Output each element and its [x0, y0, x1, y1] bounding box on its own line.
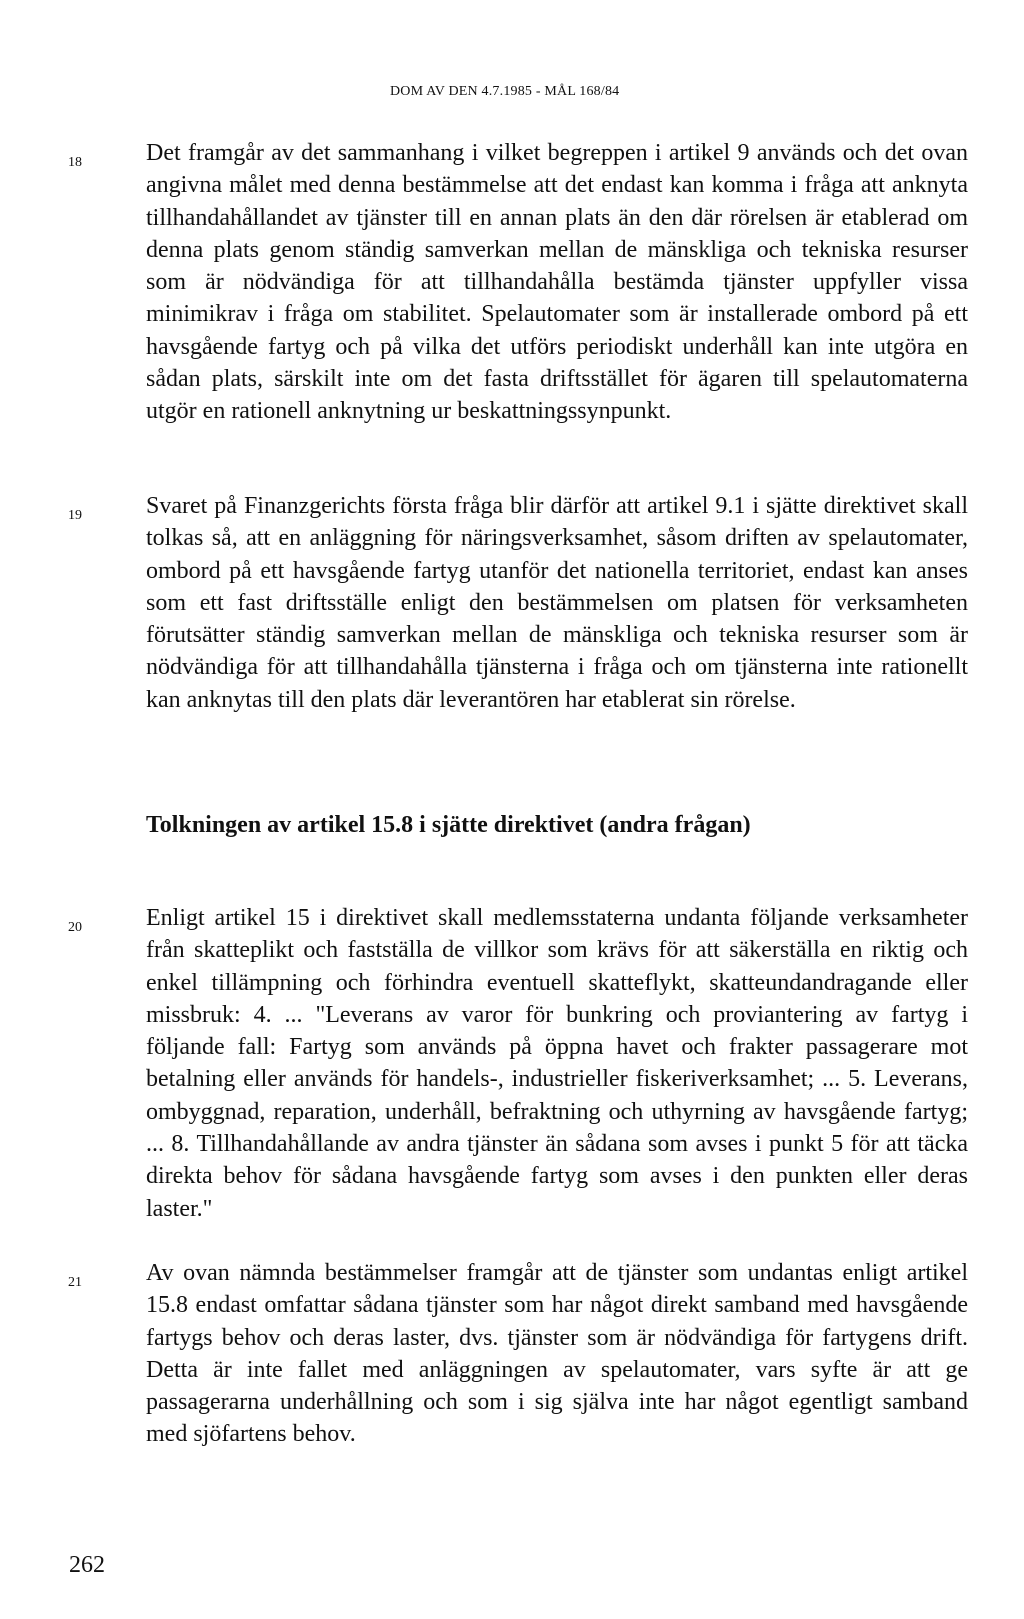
paragraph-text: Av ovan nämnda bestämmelser framgår att de tjänster som undantas enligt artikel 15.8 endast omfattar sådana tjänster som har något direkt samband med havsgående fartygs behov och deras laster, dvs. tjänster som är nödvändiga för fartygens drift. Detta är inte fallet med anläggningen av spelautomater, vars syfte är att ge passagerarna underhållning och som i sig själva inte har något egentligt samband med sjöfartens behov.: [146, 1260, 968, 1448]
paragraph-text: Det framgår av det sammanhang i vilket begreppen i artikel 9 används och det ovan angivna målet med denna bestämmelse att det endast kan komma i fråga att anknyta tillhandahållandet av tjänster till en annan plats än den där rörelsen är etablerad om denna plats genom ständig samverkan mellan de mänskliga och tekniska resurser som är nödvändiga för att tillhandahålla bestämda tjänster uppfyller vissa minimikrav i fråga om stabilitet. Spelautomater som är installerade ombord på ett havsgående fartyg och på vilka det utförs periodiskt underhåll kan inte utgöra en sådan plats, särskilt inte om det fasta driftsstället för ägaren till spelautomaterna utgör en rationell anknytning ur beskattningssynpunkt.: [146, 140, 968, 425]
paragraph-number: 19: [68, 508, 82, 523]
paragraph-text: Enligt artikel 15 i direktivet skall medlemsstaterna undanta följande verksamheter från skatteplikt och fastställa de villkor som krävs för att säkerställa en riktig och enkel tillämpning och förhindra eventuell skatteflykt, skatteundandragande eller missbruk: 4. ... "Leverans av varor för bunkring och proviantering av fartyg i följande fall: Fartyg som används på öppna havet och frakter passagerare mot betalning eller används för handels-, industrieller fiskeriverksamhet; ... 5. Leverans, ombyggnad, reparation, underhåll, befraktning och uthyrning av havsgående fartyg; ... 8. Tillhandahållande av andra tjänster än sådana som avses i punkt 5 för att täcka direkta behov för sådana havsgående fartyg som avses i den punkten eller deras laster.": [146, 905, 968, 1222]
page-header: DOM AV DEN 4.7.1985 - MÅL 168/84: [390, 84, 620, 99]
page-number: 262: [69, 1552, 105, 1578]
paragraph-text: Svaret på Finanzgerichts första fråga blir därför att artikel 9.1 i sjätte direktivet skall tolkas så, att en anläggning för näringsverksamhet, såsom driften av spelautomater, ombord på ett havsgående fartyg utanför det nationella territoriet, endast kan anses som ett fast driftsställe enligt den bestämmelsen om platsen för verksamheten förutsätter ständig samverkan mellan de mänskliga och tekniska resurser som är nödvändiga för att tillhandahålla tjänsterna i fråga och om tjänsterna inte rationellt kan anknytas till den plats där leverantören har etablerat sin rörelse.: [146, 493, 968, 713]
paragraph-number: 21: [68, 1275, 82, 1290]
paragraph-number: 20: [68, 920, 82, 935]
paragraph-number: 18: [68, 155, 82, 170]
section-heading: Tolkningen av artikel 15.8 i sjätte direktivet (andra frågan): [146, 812, 751, 838]
